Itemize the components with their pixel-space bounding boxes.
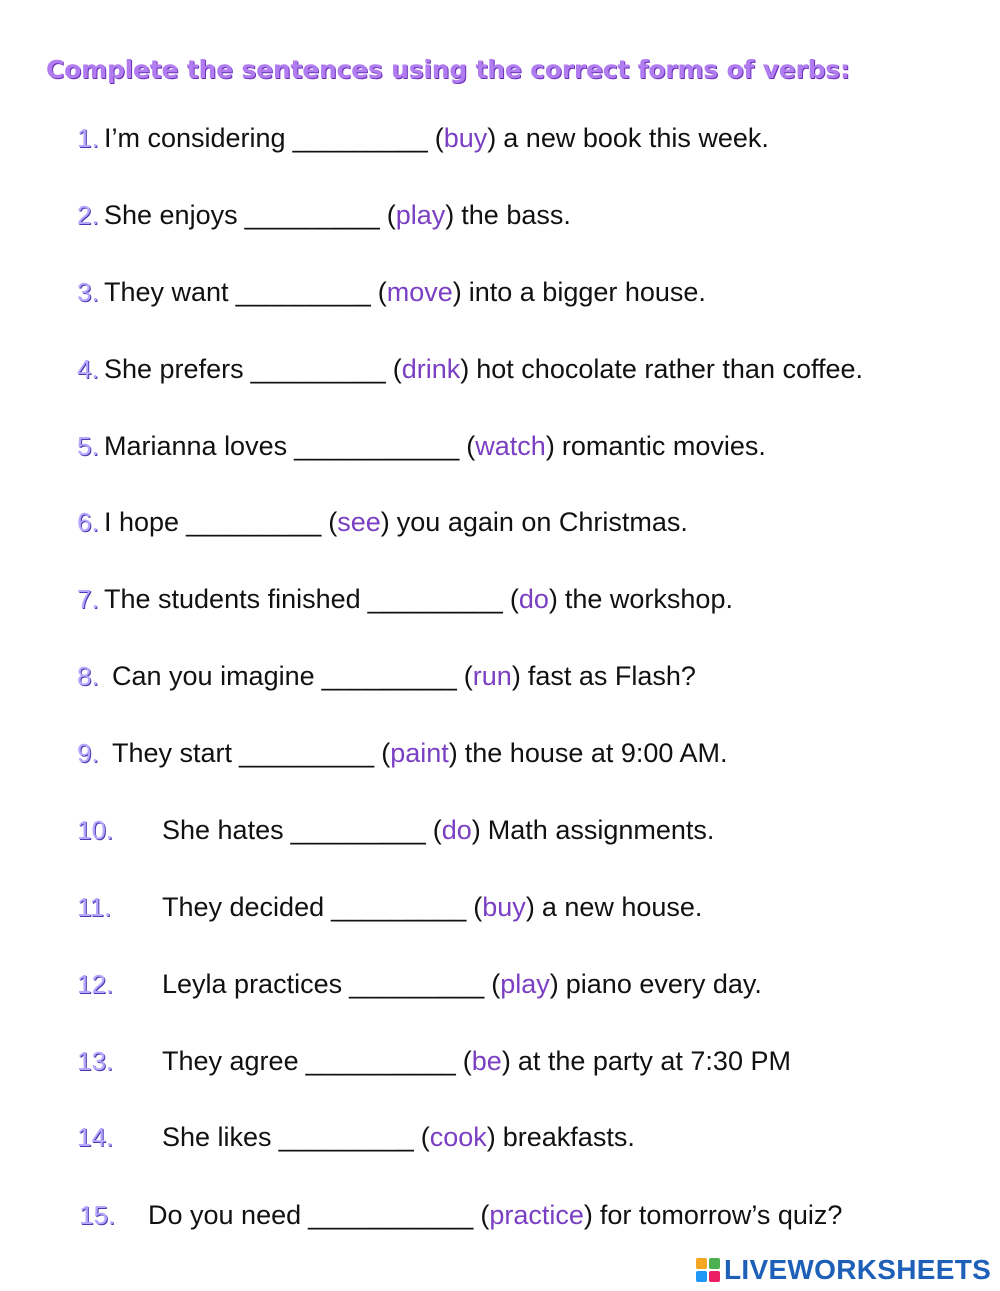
- sentence-text: [162, 969, 762, 1000]
- answer-blank[interactable]: _________: [244, 199, 380, 230]
- sentence-start: Can you imagine: [112, 660, 315, 691]
- sentence-start: They want: [104, 276, 229, 307]
- close-paren: ): [545, 430, 555, 461]
- sentence-text: [162, 892, 702, 923]
- verb-hint: do: [518, 583, 549, 614]
- answer-blank[interactable]: __________: [305, 1045, 456, 1076]
- sentence-start: They start: [112, 737, 233, 768]
- logo-square-1: [696, 1258, 707, 1269]
- close-paren: ): [460, 353, 470, 384]
- verb-hint: play: [500, 968, 550, 999]
- item-number: 15.: [79, 1199, 116, 1230]
- item-number: 11.: [77, 891, 112, 922]
- sentence-start: Marianna loves: [104, 430, 288, 461]
- sentence-end: into a bigger house.: [468, 276, 706, 307]
- sentence-end: at the party at 7:30 PM: [517, 1045, 791, 1076]
- sentence-end: you again on Christmas.: [396, 506, 688, 537]
- answer-blank[interactable]: _________: [292, 122, 428, 153]
- open-paren: (: [463, 660, 473, 691]
- verb-hint: run: [472, 660, 512, 691]
- liveworksheets-logo-icon: [696, 1258, 720, 1282]
- open-paren: (: [509, 583, 519, 614]
- open-paren: (: [480, 1199, 490, 1230]
- verb-hint: do: [441, 814, 472, 845]
- verb-hint: practice: [489, 1199, 584, 1230]
- verb-hint: be: [471, 1045, 502, 1076]
- open-paren: (: [473, 891, 483, 922]
- sentence-start: She prefers: [104, 353, 244, 384]
- sentence-text: [104, 200, 571, 231]
- verb-hint: move: [386, 276, 453, 307]
- answer-blank[interactable]: _________: [290, 814, 426, 845]
- open-paren: (: [491, 968, 501, 999]
- sentence-start: She hates: [162, 814, 284, 845]
- close-paren: ): [511, 660, 521, 691]
- item-number: 6.: [77, 506, 99, 537]
- open-paren: (: [377, 276, 387, 307]
- verb-hint: paint: [390, 737, 449, 768]
- liveworksheets-footer: [696, 1255, 991, 1285]
- close-paren: ): [549, 968, 559, 999]
- answer-blank[interactable]: _________: [331, 891, 467, 922]
- answer-blank[interactable]: _________: [250, 353, 386, 384]
- verb-hint: buy: [482, 891, 526, 922]
- close-paren: ): [548, 583, 558, 614]
- answer-blank[interactable]: _________: [367, 583, 503, 614]
- open-paren: (: [386, 199, 396, 230]
- instructions-title: Complete the sentences using the correct forms of verbs:: [46, 55, 850, 84]
- sentence-start: I hope: [104, 506, 180, 537]
- answer-blank[interactable]: ___________: [294, 430, 460, 461]
- sentence-end: the workshop.: [564, 583, 733, 614]
- item-number: 7.: [77, 583, 99, 614]
- sentence-text: [162, 1046, 791, 1077]
- verb-hint: cook: [429, 1121, 487, 1152]
- answer-blank[interactable]: _________: [239, 737, 375, 768]
- sentence-start: She likes: [162, 1121, 272, 1152]
- sentence-text: [148, 1200, 842, 1231]
- sentence-end: the house at 9:00 AM.: [464, 737, 728, 768]
- answer-blank[interactable]: ___________: [308, 1199, 474, 1230]
- verb-hint: buy: [443, 122, 488, 153]
- sentence-start: Do you need: [148, 1199, 302, 1230]
- sentence-text: [104, 431, 766, 462]
- item-number: 9.: [77, 737, 99, 768]
- sentence-end: hot chocolate rather than coffee.: [476, 353, 864, 384]
- item-number: 10.: [77, 814, 114, 845]
- open-paren: (: [420, 1121, 430, 1152]
- item-number: 14.: [77, 1121, 114, 1152]
- answer-blank[interactable]: _________: [186, 506, 322, 537]
- sentence-text: [104, 277, 706, 308]
- sentence-start: She enjoys: [104, 199, 238, 230]
- answer-blank[interactable]: _________: [349, 968, 485, 999]
- answer-blank[interactable]: _________: [235, 276, 371, 307]
- sentence-end: a new house.: [541, 891, 703, 922]
- sentence-start: They agree: [162, 1045, 299, 1076]
- item-number: 4.: [77, 353, 99, 384]
- close-paren: ): [471, 814, 481, 845]
- sentence-start: Leyla practices: [162, 968, 343, 999]
- sentence-text: [162, 1122, 635, 1153]
- close-paren: ): [583, 1199, 593, 1230]
- sentence-start: The students finished: [104, 583, 361, 614]
- sentence-end: fast as Flash?: [527, 660, 696, 691]
- verb-hint: play: [395, 199, 446, 230]
- close-paren: ): [448, 737, 458, 768]
- close-paren: ): [486, 1121, 496, 1152]
- verb-hint: watch: [475, 430, 546, 461]
- open-paren: (: [466, 430, 476, 461]
- sentence-end: romantic movies.: [561, 430, 766, 461]
- sentence-text: [104, 507, 688, 538]
- sentence-start: I’m considering: [104, 122, 286, 153]
- sentence-text: [104, 584, 733, 615]
- open-paren: (: [328, 506, 338, 537]
- open-paren: (: [434, 122, 444, 153]
- open-paren: (: [462, 1045, 472, 1076]
- open-paren: (: [432, 814, 442, 845]
- item-number: 3.: [77, 276, 99, 307]
- sentence-text: [104, 354, 863, 385]
- sentence-end: Math assignments.: [487, 814, 715, 845]
- close-paren: ): [445, 199, 455, 230]
- logo-square-2: [709, 1258, 720, 1269]
- answer-blank[interactable]: _________: [278, 1121, 414, 1152]
- sentence-text: [104, 123, 769, 154]
- logo-square-3: [696, 1271, 707, 1282]
- item-number: 1.: [77, 122, 99, 153]
- sentence-end: for tomorrow’s quiz?: [599, 1199, 843, 1230]
- item-number: 2.: [77, 199, 99, 230]
- verb-hint: see: [337, 506, 381, 537]
- sentence-text: [112, 738, 727, 769]
- sentence-end: the bass.: [461, 199, 571, 230]
- brand-name: LIVEWORKSHEETS: [724, 1254, 992, 1285]
- sentence-text: [112, 661, 696, 692]
- sentence-end: a new book this week.: [503, 122, 769, 153]
- open-paren: (: [392, 353, 402, 384]
- close-paren: ): [501, 1045, 511, 1076]
- close-paren: ): [452, 276, 462, 307]
- close-paren: ): [380, 506, 390, 537]
- open-paren: (: [381, 737, 391, 768]
- logo-square-4: [709, 1271, 720, 1282]
- sentence-text: [162, 815, 714, 846]
- item-number: 13.: [77, 1045, 114, 1076]
- sentence-end: piano every day.: [565, 968, 762, 999]
- item-number: 5.: [77, 430, 99, 461]
- item-number: 12.: [77, 968, 114, 999]
- sentence-end: breakfasts.: [502, 1121, 635, 1152]
- sentence-start: They decided: [162, 891, 325, 922]
- verb-hint: drink: [401, 353, 461, 384]
- close-paren: ): [487, 122, 497, 153]
- close-paren: ): [525, 891, 535, 922]
- item-number: 8.: [77, 660, 99, 691]
- answer-blank[interactable]: _________: [321, 660, 457, 691]
